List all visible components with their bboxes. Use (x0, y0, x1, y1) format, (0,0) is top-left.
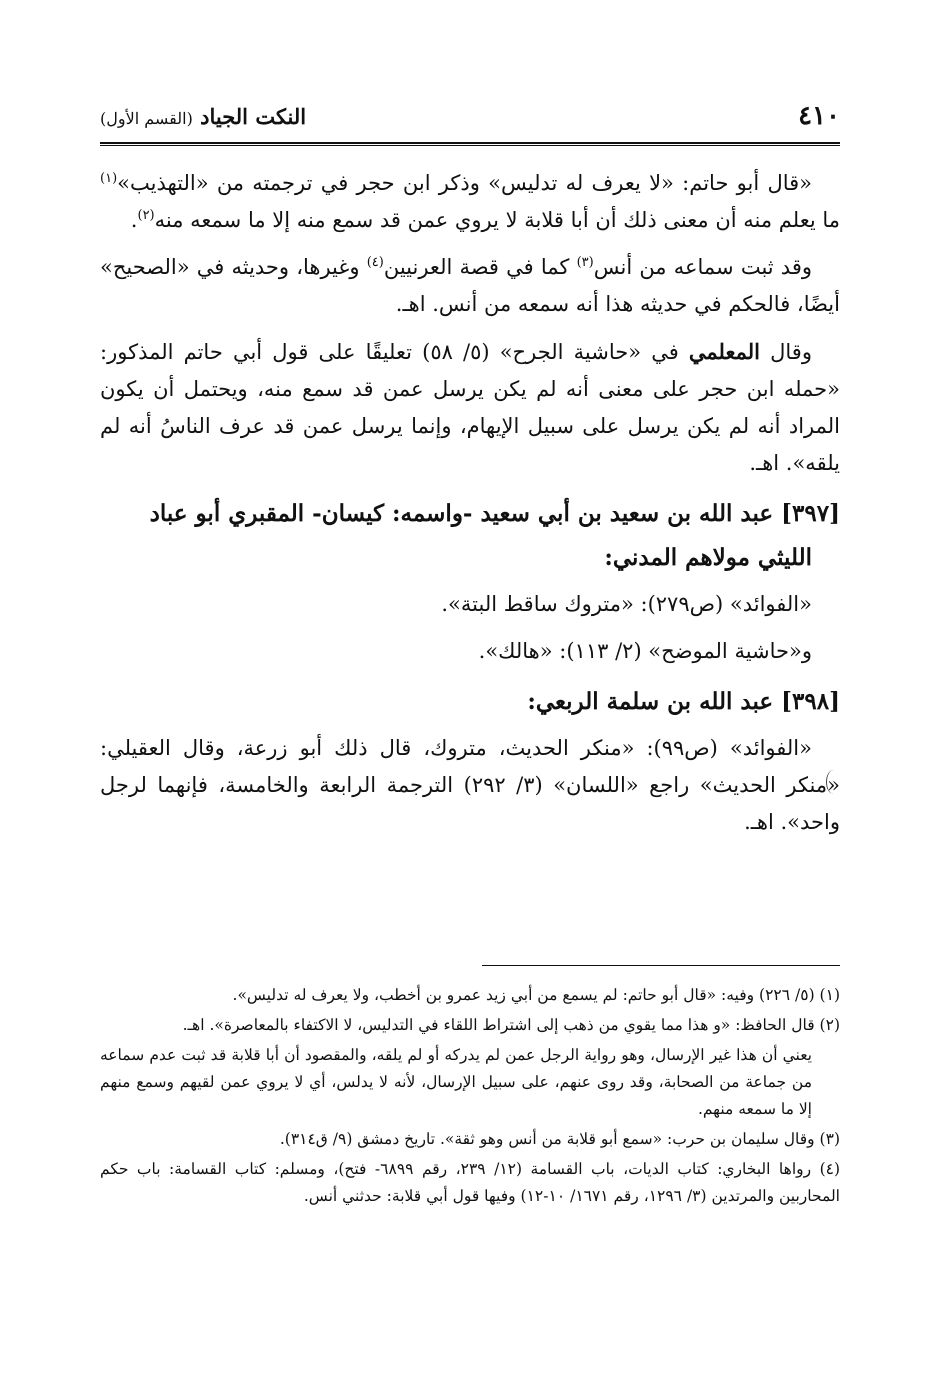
scholar-name: المعلمي (688, 339, 760, 364)
running-title (100, 104, 306, 129)
footnote-ref-1[interactable]: (١) (100, 171, 118, 186)
footnote-separator (482, 965, 840, 966)
footnote-ref-2[interactable]: (٢) (137, 208, 155, 223)
entry-heading-397: [٣٩٧] عبد الله بن سعيد بن أبي سعيد -واسمه: كيسان- المقبري أبو عباد الليثي مولاهم المدني: (149, 500, 840, 571)
footnote-3: (٣) وقال سليمان بن حرب: «سمع أبو قلابة من أنس وهو ثقة». تاريخ دمشق (٩/ ق٣١٤). (279, 1130, 840, 1148)
margin-bracket-mark (826, 770, 841, 794)
footnote-1: (١) (٥/ ٢٢٦) وفيه: «قال أبو حاتم: لم يسمع من أبي زيد عمرو بن أخطب، ولا يعرف له تدليس». (232, 986, 840, 1004)
paragraph-1: «قال أبو حاتم: «لا يعرف له تدليس» وذكر ابن حجر في ترجمته من «التهذيب»$^{(١)}$ ما يعلم منه أن معنى ذلك أن أبا قلابة لا يروي عمن قد سمع منه إلا ما سمعه منه$^{(٢)}$. (100, 171, 840, 232)
paragraph-2: وقد ثبت سماعه من أنس$^{(٣)}$ كما في قصة العرنيين$^{(٤)}$ وغيرها، وحديثه في «الصحيح» أيضًا، فالحكم في حديثه هذا أنه سمعه من أنس. اهـ. (100, 255, 840, 316)
entry-397-line-1: «الفوائد» (ص٢٧٩): «متروك ساقط البتة». (441, 592, 812, 616)
main-text (100, 165, 840, 851)
footnote-ref-4[interactable]: (٤) (366, 255, 384, 270)
footnote-ref-3[interactable]: (٣) (576, 255, 594, 270)
footnote-4: (٤) رواها البخاري: كتاب الديات، باب القسامة (١٢/ ٢٣٩، رقم ٦٨٩٩- فتح)، ومسلم: كتاب القسامة: باب حكم المحاربين والمرتدين (٣/ ١٢٩٦، رقم ١٦٧١/ ١٠-١٢) وفيها قول أبي قلابة: حدثني أنس. (100, 1160, 841, 1205)
header-rule (100, 142, 840, 146)
footnote-2: (٢) قال الحافظ: «و هذا مما يقوي من ذهب إلى اشتراط اللقاء في التدليس، لا الاكتفاء بالمعاصرة». اهـ. (182, 1016, 840, 1034)
entry-heading-398: [٣٩٨] عبد الله بن سلمة الربعي: (527, 688, 840, 715)
book-title: النكت الجياد (200, 103, 307, 129)
entry-397-line-2: و«حاشية الموضح» (٢/ ١١٣): «هالك». (478, 639, 812, 663)
page-header (100, 96, 840, 136)
book-subtitle: (القسم الأول) (100, 108, 193, 128)
entry-398-text: «الفوائد» (ص٩٩): «منكر الحديث، متروك، قال ذلك أبو زرعة، وقال العقيلي: «منكر الحديث» راجع «اللسان» (٣/ ٢٩٢) الترجمة الرابعة والخامسة، فإنهما لرجل واحد». اهـ. (100, 736, 840, 834)
paragraph-3: وقال المعلمي في «حاشية الجرح» (٥/ ٥٨) تعليقًا على قول أبي حاتم المذكور: «حمله ابن حجر على معنى أنه لم يكن يرسل عمن قد سمع منه، ويحتمل أن يكون المراد أنه لم يكن يرسل على سبيل الإيهام، وإنما يرسل عمن قد عرف الناسُ أنه لم يلقه». اهـ. (100, 339, 840, 475)
page-number: ٤١٠ (798, 101, 840, 131)
footnotes (100, 982, 840, 1213)
footnote-2-continuation: يعني أن هذا غير الإرسال، وهو رواية الرجل عمن لم يدركه أو لم يلقه، والمقصود أن أبا قلابة قد ثبت عدم سماعه من جماعة من الصحابة، وقد روى عنهم، على سبيل الإرسال، لأنه لا يدلس، أي لا يروي عمن لقيهم وسمع منهم إلا ما سمعه منهم. (100, 1046, 812, 1118)
